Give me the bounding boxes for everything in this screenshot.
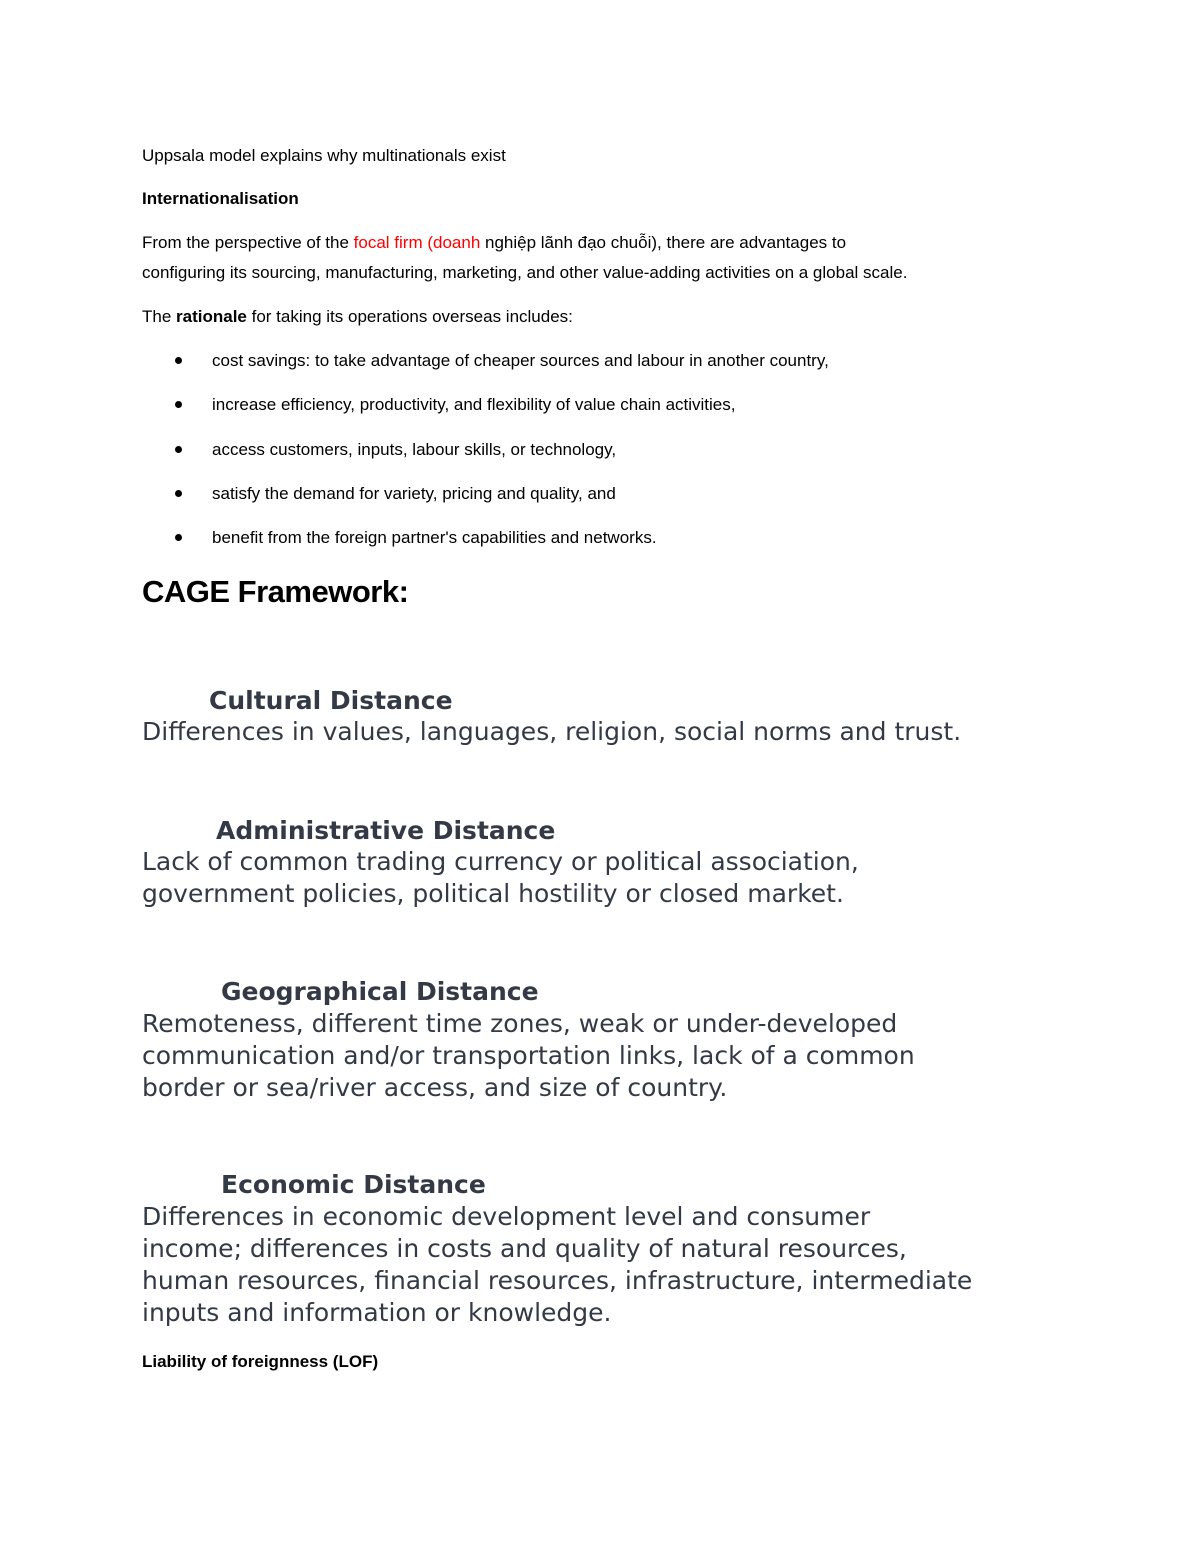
rationale-line xyxy=(142,306,573,328)
focal-firm-paragraph-line-2: configuring its sourcing, manufacturing, marketing, and other value-adding activities on a global scale. xyxy=(142,263,908,282)
paragraph-rest: nghiệp lãnh đạo chuỗi), there are advantages to xyxy=(480,233,847,252)
bullet-dot-icon xyxy=(175,401,182,408)
bullet-dot-icon xyxy=(175,357,182,364)
description-line: communication and/or transportation links, lack of a common xyxy=(142,1041,915,1070)
cage-framework-title: CAGE Framework: xyxy=(142,574,409,609)
bullet-text: cost savings: to take advantage of cheaper sources and labour in another country, xyxy=(212,351,829,370)
internationalisation-heading: Internationalisation xyxy=(142,189,299,208)
description-line: Differences in values, languages, religion, social norms and trust. xyxy=(142,717,962,746)
bullet-dot-icon xyxy=(175,490,182,497)
focal-firm-highlight: focal firm (doanh xyxy=(353,233,481,252)
intro-line: Uppsala model explains why multinationals exist xyxy=(142,146,506,165)
liability-of-foreignness-heading: Liability of foreignness (LOF) xyxy=(142,1352,379,1371)
geographical-distance-heading: Geographical Distance xyxy=(221,977,539,1006)
focal-firm-paragraph-line-1 xyxy=(142,232,846,254)
description-line: Lack of common trading currency or political association, xyxy=(142,847,859,876)
administrative-distance-heading: Administrative Distance xyxy=(216,816,556,845)
rationale-prefix: The xyxy=(142,307,177,326)
bullet-dot-icon xyxy=(175,534,182,541)
economic-distance-description xyxy=(142,1201,972,1329)
description-line: border or sea/river access, and size of country. xyxy=(142,1073,728,1102)
geographical-distance-description xyxy=(142,1008,915,1104)
description-line: human resources, financial resources, infrastructure, intermediate xyxy=(142,1266,973,1295)
description-line: government policies, political hostility or closed market. xyxy=(142,879,844,908)
economic-distance-heading: Economic Distance xyxy=(221,1170,486,1199)
cultural-distance-heading: Cultural Distance xyxy=(209,686,453,715)
bullet-text: benefit from the foreign partner's capabilities and networks. xyxy=(212,528,657,547)
administrative-distance-description xyxy=(142,846,859,910)
description-line: income; differences in costs and quality of natural resources, xyxy=(142,1234,907,1263)
paragraph-prefix: From the perspective of the xyxy=(142,233,354,252)
cultural-distance-description xyxy=(142,716,961,748)
rationale-bold: rationale xyxy=(176,307,247,326)
bullet-text: access customers, inputs, labour skills, or technology, xyxy=(212,440,617,459)
description-line: inputs and information or knowledge. xyxy=(142,1298,612,1327)
rationale-suffix: for taking its operations overseas includes: xyxy=(246,307,573,326)
bullet-dot-icon xyxy=(175,446,182,453)
bullet-text: increase efficiency, productivity, and flexibility of value chain activities, xyxy=(212,395,736,414)
bullet-text: satisfy the demand for variety, pricing and quality, and xyxy=(212,484,616,503)
description-line: Differences in economic development level and consumer xyxy=(142,1202,871,1231)
description-line: Remoteness, different time zones, weak or under-developed xyxy=(142,1009,898,1038)
